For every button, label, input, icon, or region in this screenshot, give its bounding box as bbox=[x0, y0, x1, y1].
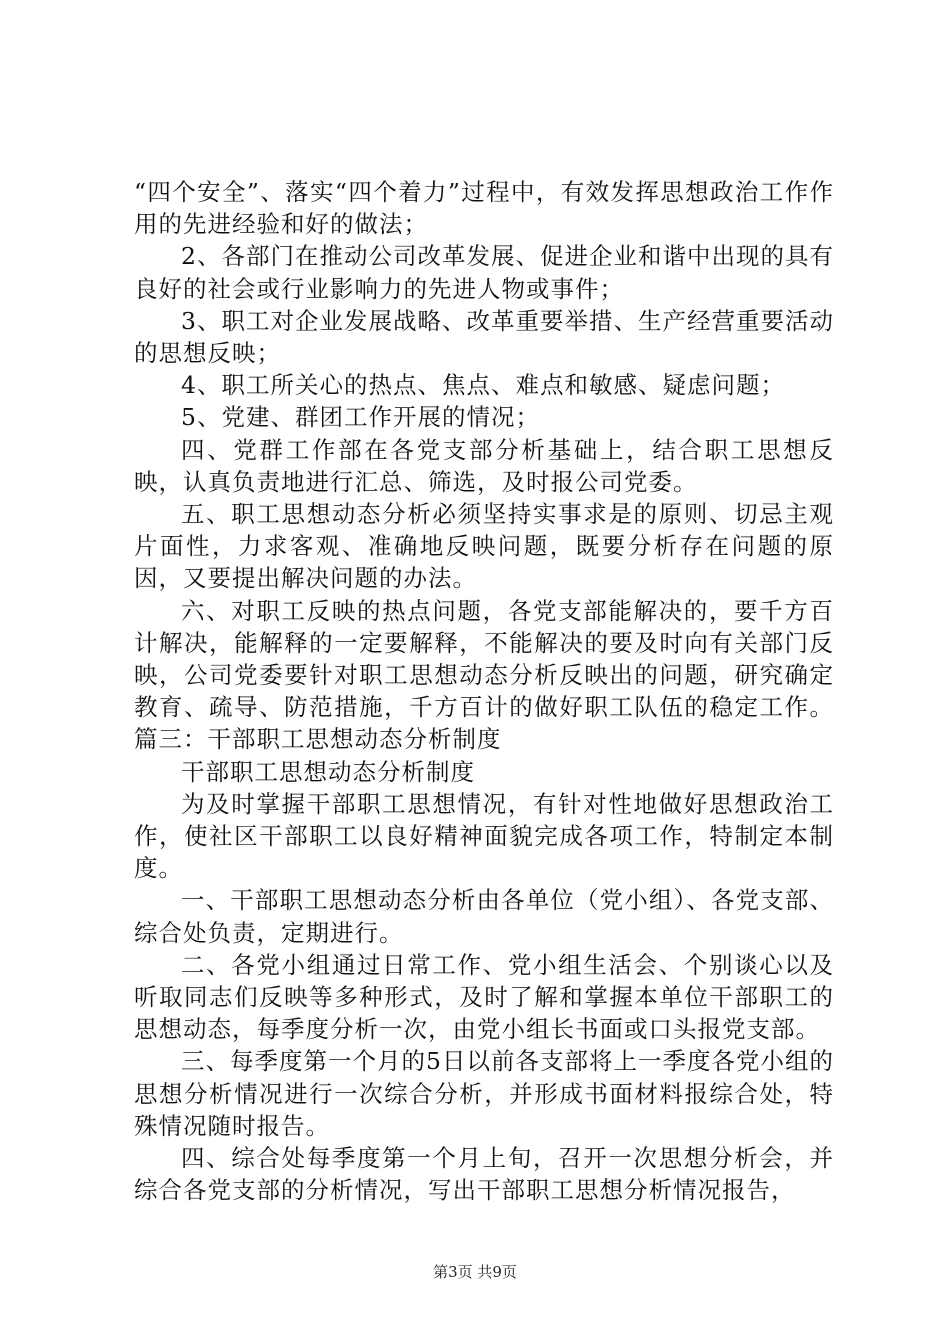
paragraph-continuation: “四个安全”、落实“四个着力”过程中，有效发挥思想政治工作作用的先进经验和好的做法； bbox=[134, 178, 834, 239]
clause-five: 五、职工思想动态分析必须坚持实事求是的原则、切忌主观片面性，力求客观、准确地反映问题，既要分析存在问题的原因，又要提出解决问题的办法。 bbox=[134, 500, 834, 593]
rule-three: 三、每季度第一个月的5日以前各支部将上一季度各党小组的思想分析情况进行一次综合分析，并形成书面材料报综合处，特殊情况随时报告。 bbox=[134, 1047, 834, 1140]
list-item-3: 3、职工对企业发展战略、改革重要举措、生产经营重要活动的思想反映； bbox=[134, 306, 834, 368]
intro-paragraph: 为及时掌握干部职工思想情况，有针对性地做好思想政治工作，使社区干部职工以良好精神面貌完成各项工作，特制定本制度。 bbox=[134, 789, 834, 883]
rule-two: 二、各党小组通过日常工作、党小组生活会、个别谈心以及听取同志们反映等多种形式，及时了解和掌握本单位干部职工的思想动态，每季度分析一次，由党小组长书面或口头报党支部。 bbox=[134, 950, 834, 1044]
rule-four: 四、综合处每季度第一个月上旬，召开一次思想分析会，并综合各党支部的分析情况，写出干部职工思想分析情况报告， bbox=[134, 1144, 834, 1205]
document-body bbox=[134, 176, 834, 1207]
clause-four: 四、党群工作部在各党支部分析基础上，结合职工思想反映，认真负责地进行汇总、筛选，及时报公司党委。 bbox=[134, 435, 834, 496]
clause-six: 六、对职工反映的热点问题，各党支部能解决的，要千方百计解决，能解释的一定要解释，不能解决的要及时向有关部门反映，公司党委要针对职工思想动态分析反映出的问题，研究确定教育、疏导、防范措施，千方百计的做好职工队伍的稳定工作。篇三：干部职工思想动态分析制度 bbox=[134, 596, 834, 754]
list-item-4: 4、职工所关心的热点、焦点、难点和敏感、疑虑问题； bbox=[181, 371, 785, 400]
list-item-5: 5、党建、群团工作开展的情况； bbox=[181, 403, 540, 432]
page-number-footer: 第3页 共9页 bbox=[433, 1263, 517, 1281]
rule-one: 一、干部职工思想动态分析由各单位（党小组）、各党支部、综合处负责，定期进行。 bbox=[134, 886, 834, 947]
section-title: 干部职工思想动态分析制度 bbox=[181, 757, 475, 786]
list-item-2: 2、各部门在推动公司改革发展、促进企业和谐中出现的具有良好的社会或行业影响力的先进人物或事件； bbox=[134, 242, 834, 303]
